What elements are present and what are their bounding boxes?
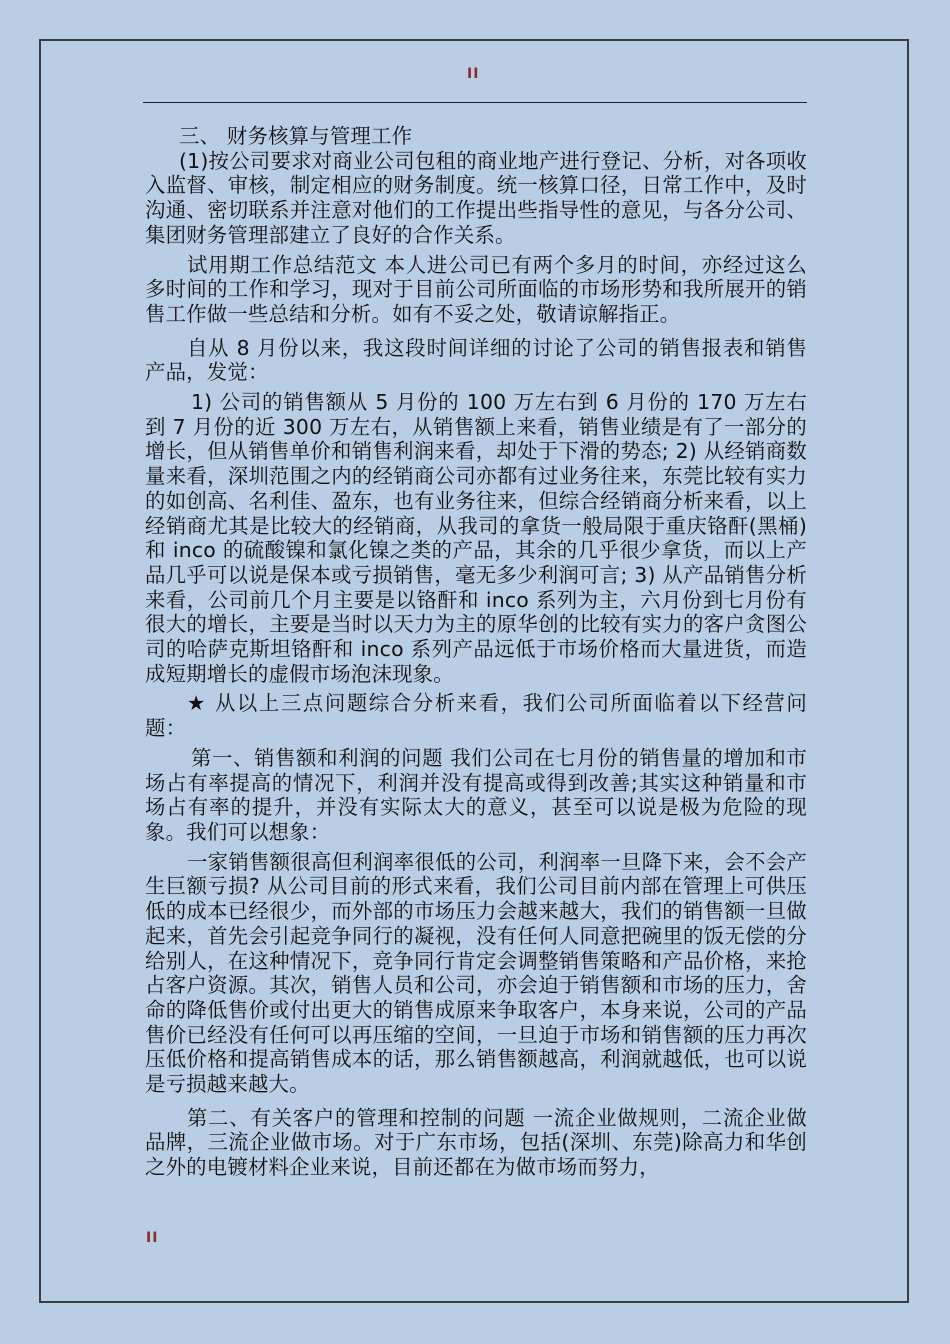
- paragraph-three-findings: 1) 公司的销售额从 5 月份的 100 万左右到 6 月份的 170 万左右到 7 月份的近 300 万左右，从销售额上来看，销售业绩是有了一部分的增长，但从销售单价和销售利润来看，却处于下滑的势态; 2) 从经销商数量来看，深圳范围之内的经销商公司亦都有过业务往来，东莞比较有实力的如创高、名利佳、盈东，也有业务往来，但综合经销商分析来看，以上经销商尤其是比较大的经销商，从我司的拿货一般局限于重庆铬酐(黑桶)和 inco 的硫酸镍和氯化镍之类的产品，其余的几乎很少拿货，而以上产品几乎可以说是保本或亏损销售，毫无多少利润可言; 3) 从产品销售分析来看，公司前几个月主要是以铬酐和 inco 系列为主，六月份到七月份有很大的增长，主要是当时以天力为主的原华创的比较有实力的客户贪图公司的哈萨克斯坦铬酐和 inco 系列产品远低于市场价格而大量进货，而造成短期增长的虚假市场泡沫现象。: [145, 390, 807, 686]
- document-body: [145, 124, 807, 1180]
- paragraph-probation-summary: 试用期工作总结范文 本人进公司已有两个多月的时间，亦经过这么多时间的工作和学习，现对于目前公司所面临的市场形势和我所展开的销售工作做一些总结和分析。如有不妥之处，敬请谅解指正。: [145, 252, 807, 326]
- paragraph-low-margin-risk: 一家销售额很高但利润率很低的公司，利润率一旦降下来，会不会产生巨额亏损? 从公司目前的形式来看，我们公司目前内部在管理上可供压低的成本已经很少，而外部的市场压力会越来越大，我们的销售额一旦做起来，首先会引起竞争同行的凝视，没有任何人同意把碗里的饭无偿的分给别人，在这种情况下，竞争同行肯定会调整销售策略和产品价格，来抢占客户资源。其次，销售人员和公司，亦会迫于销售额和市场的压力，舍命的降低售价或付出更大的销售成原来争取客户，本身来说，公司的产品售价已经没有任何可以再压缩的空间，一旦迫于市场和销售额的压力再次压低价格和提高销售成本的话，那么销售额越高，利润就越低，也可以说是亏损越来越大。: [145, 849, 807, 1097]
- header-mark: II: [467, 66, 480, 82]
- paragraph-sales-review: 自从 8 月份以来，我这段时间详细的讨论了公司的销售报表和销售产品，发觉：: [145, 335, 807, 385]
- footer-mark: II: [146, 1230, 159, 1246]
- paragraph-financial-work: (1)按公司要求对商业公司包租的商业地产进行登记、分析，对各项收入监督、审核，制定相应的财务制度。统一核算口径，日常工作中，及时沟通、密切联系并注意对他们的工作提出些指导性的意见，与各分公司、集团财务管理部建立了良好的合作关系。: [145, 148, 807, 247]
- header-rule: [143, 102, 807, 103]
- paragraph-problem-intro: ★ 从以上三点问题综合分析来看，我们公司所面临着以下经营问题：: [145, 691, 807, 741]
- paragraph-sales-profit-issue: 第一、销售额和利润的问题 我们公司在七月份的销售量的增加和市场占有率提高的情况下，利润并没有提高或得到改善;其实这种销量和市场占有率的提升，并没有实际太大的意义，甚至可以说是极为危险的现象。我们可以想象：: [145, 745, 807, 844]
- paragraph-customer-management: 第二、有关客户的管理和控制的问题 一流企业做规则，二流企业做品牌，三流企业做市场。对于广东市场，包括(深圳、东莞)除高力和华创之外的电镀材料企业来说，目前还都在为做市场而努力，: [145, 1105, 807, 1180]
- section-heading: 三、 财务核算与管理工作: [179, 124, 413, 148]
